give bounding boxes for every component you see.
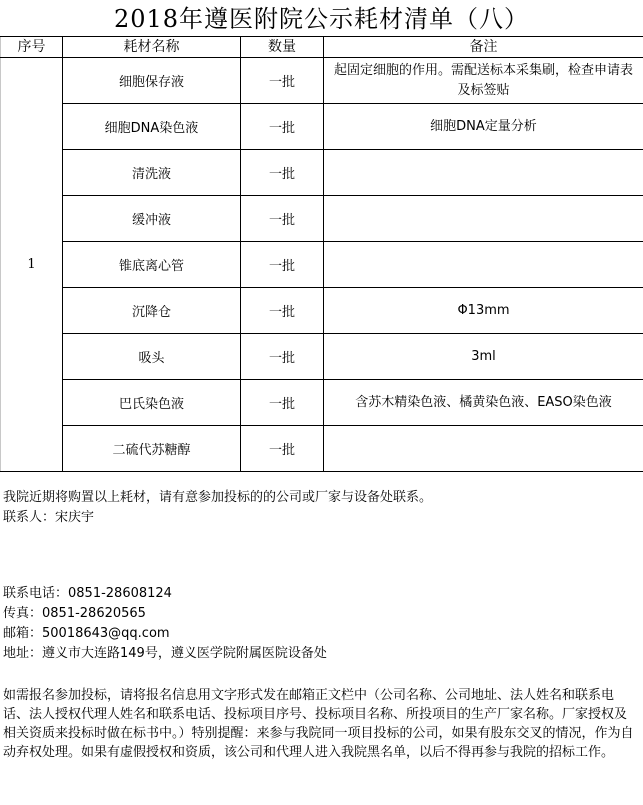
page-title: 2018年遵医附院公示耗材清单（八） [113, 5, 530, 33]
item-qty: 一批 [241, 150, 324, 196]
item-note: 3ml [324, 334, 643, 380]
item-note: Φ13mm [324, 288, 643, 334]
item-note [324, 150, 643, 196]
table-header-row [1, 37, 643, 58]
item-name: 沉降仓 [63, 288, 241, 334]
item-note [324, 196, 643, 242]
header-seq: 序号 [1, 37, 63, 58]
item-name: 细胞DNA染色液 [63, 104, 241, 150]
table-row [1, 380, 643, 426]
item-qty: 一批 [241, 334, 324, 380]
item-name: 巴氏染色液 [63, 380, 241, 426]
table-row [1, 150, 643, 196]
item-qty: 一批 [241, 426, 324, 472]
table-row [1, 334, 643, 380]
item-qty: 一批 [241, 196, 324, 242]
table-row [1, 196, 643, 242]
contact-address: 地址：遵义市大连路149号，遵义医学院附属医院设备处 [3, 646, 327, 661]
item-name: 二硫代苏糖醇 [63, 426, 241, 472]
item-note: 含苏木精染色液、橘黄染色液、EASO染色液 [324, 380, 643, 426]
contact-email: 邮箱：50018643@qq.com [3, 626, 170, 641]
item-name: 锥底离心管 [63, 242, 241, 288]
table-row [1, 288, 643, 334]
item-qty: 一批 [241, 58, 324, 104]
item-qty: 一批 [241, 242, 324, 288]
contact-person: 联系人：宋庆宇 [3, 510, 95, 525]
bidding-instructions: 如需报名参加投标，请将报名信息用文字形式发在邮箱正文栏中（公司名称、公司地址、法人姓名和联系电话、法人授权代理人姓名和联系电话、投标项目序号、投标项目名称、所投项目的生产厂家名称。厂家授权及相关资质来投标时做在标书中。）特别提醒：来参与我院同一项目投标的公司，如果有股东交叉的情况，作为自动弃权处理。如果有虚假授权和资质，该公司和代理人进入我院黑名单，以后不得再参与我院的招标工作。 [3, 688, 634, 760]
header-note: 备注 [324, 37, 643, 58]
item-note [324, 242, 643, 288]
table-row [1, 104, 643, 150]
seq-cell: 1 [1, 58, 63, 472]
item-note: 细胞DNA定量分析 [324, 104, 643, 150]
contact-fax: 传真：0851-28620565 [3, 606, 146, 621]
item-qty: 一批 [241, 288, 324, 334]
table-row [1, 242, 643, 288]
notice-section [0, 487, 643, 805]
notice-intro: 我院近期将购置以上耗材，请有意参加投标的的公司或厂家与设备处联系。 [3, 490, 433, 505]
table-row [1, 426, 643, 472]
item-note [324, 426, 643, 472]
item-name: 清洗液 [63, 150, 241, 196]
consumables-table [0, 36, 643, 472]
item-qty: 一批 [241, 104, 324, 150]
item-name: 吸头 [63, 334, 241, 380]
header-name: 耗材名称 [63, 37, 241, 58]
header-qty: 数量 [241, 37, 324, 58]
item-name: 细胞保存液 [63, 58, 241, 104]
item-note: 起固定细胞的作用。需配送标本采集刷，检查申请表及标签贴 [324, 58, 643, 104]
table-row [1, 58, 643, 104]
item-qty: 一批 [241, 380, 324, 426]
contact-phone: 联系电话：0851-28608124 [3, 586, 172, 601]
item-name: 缓冲液 [63, 196, 241, 242]
